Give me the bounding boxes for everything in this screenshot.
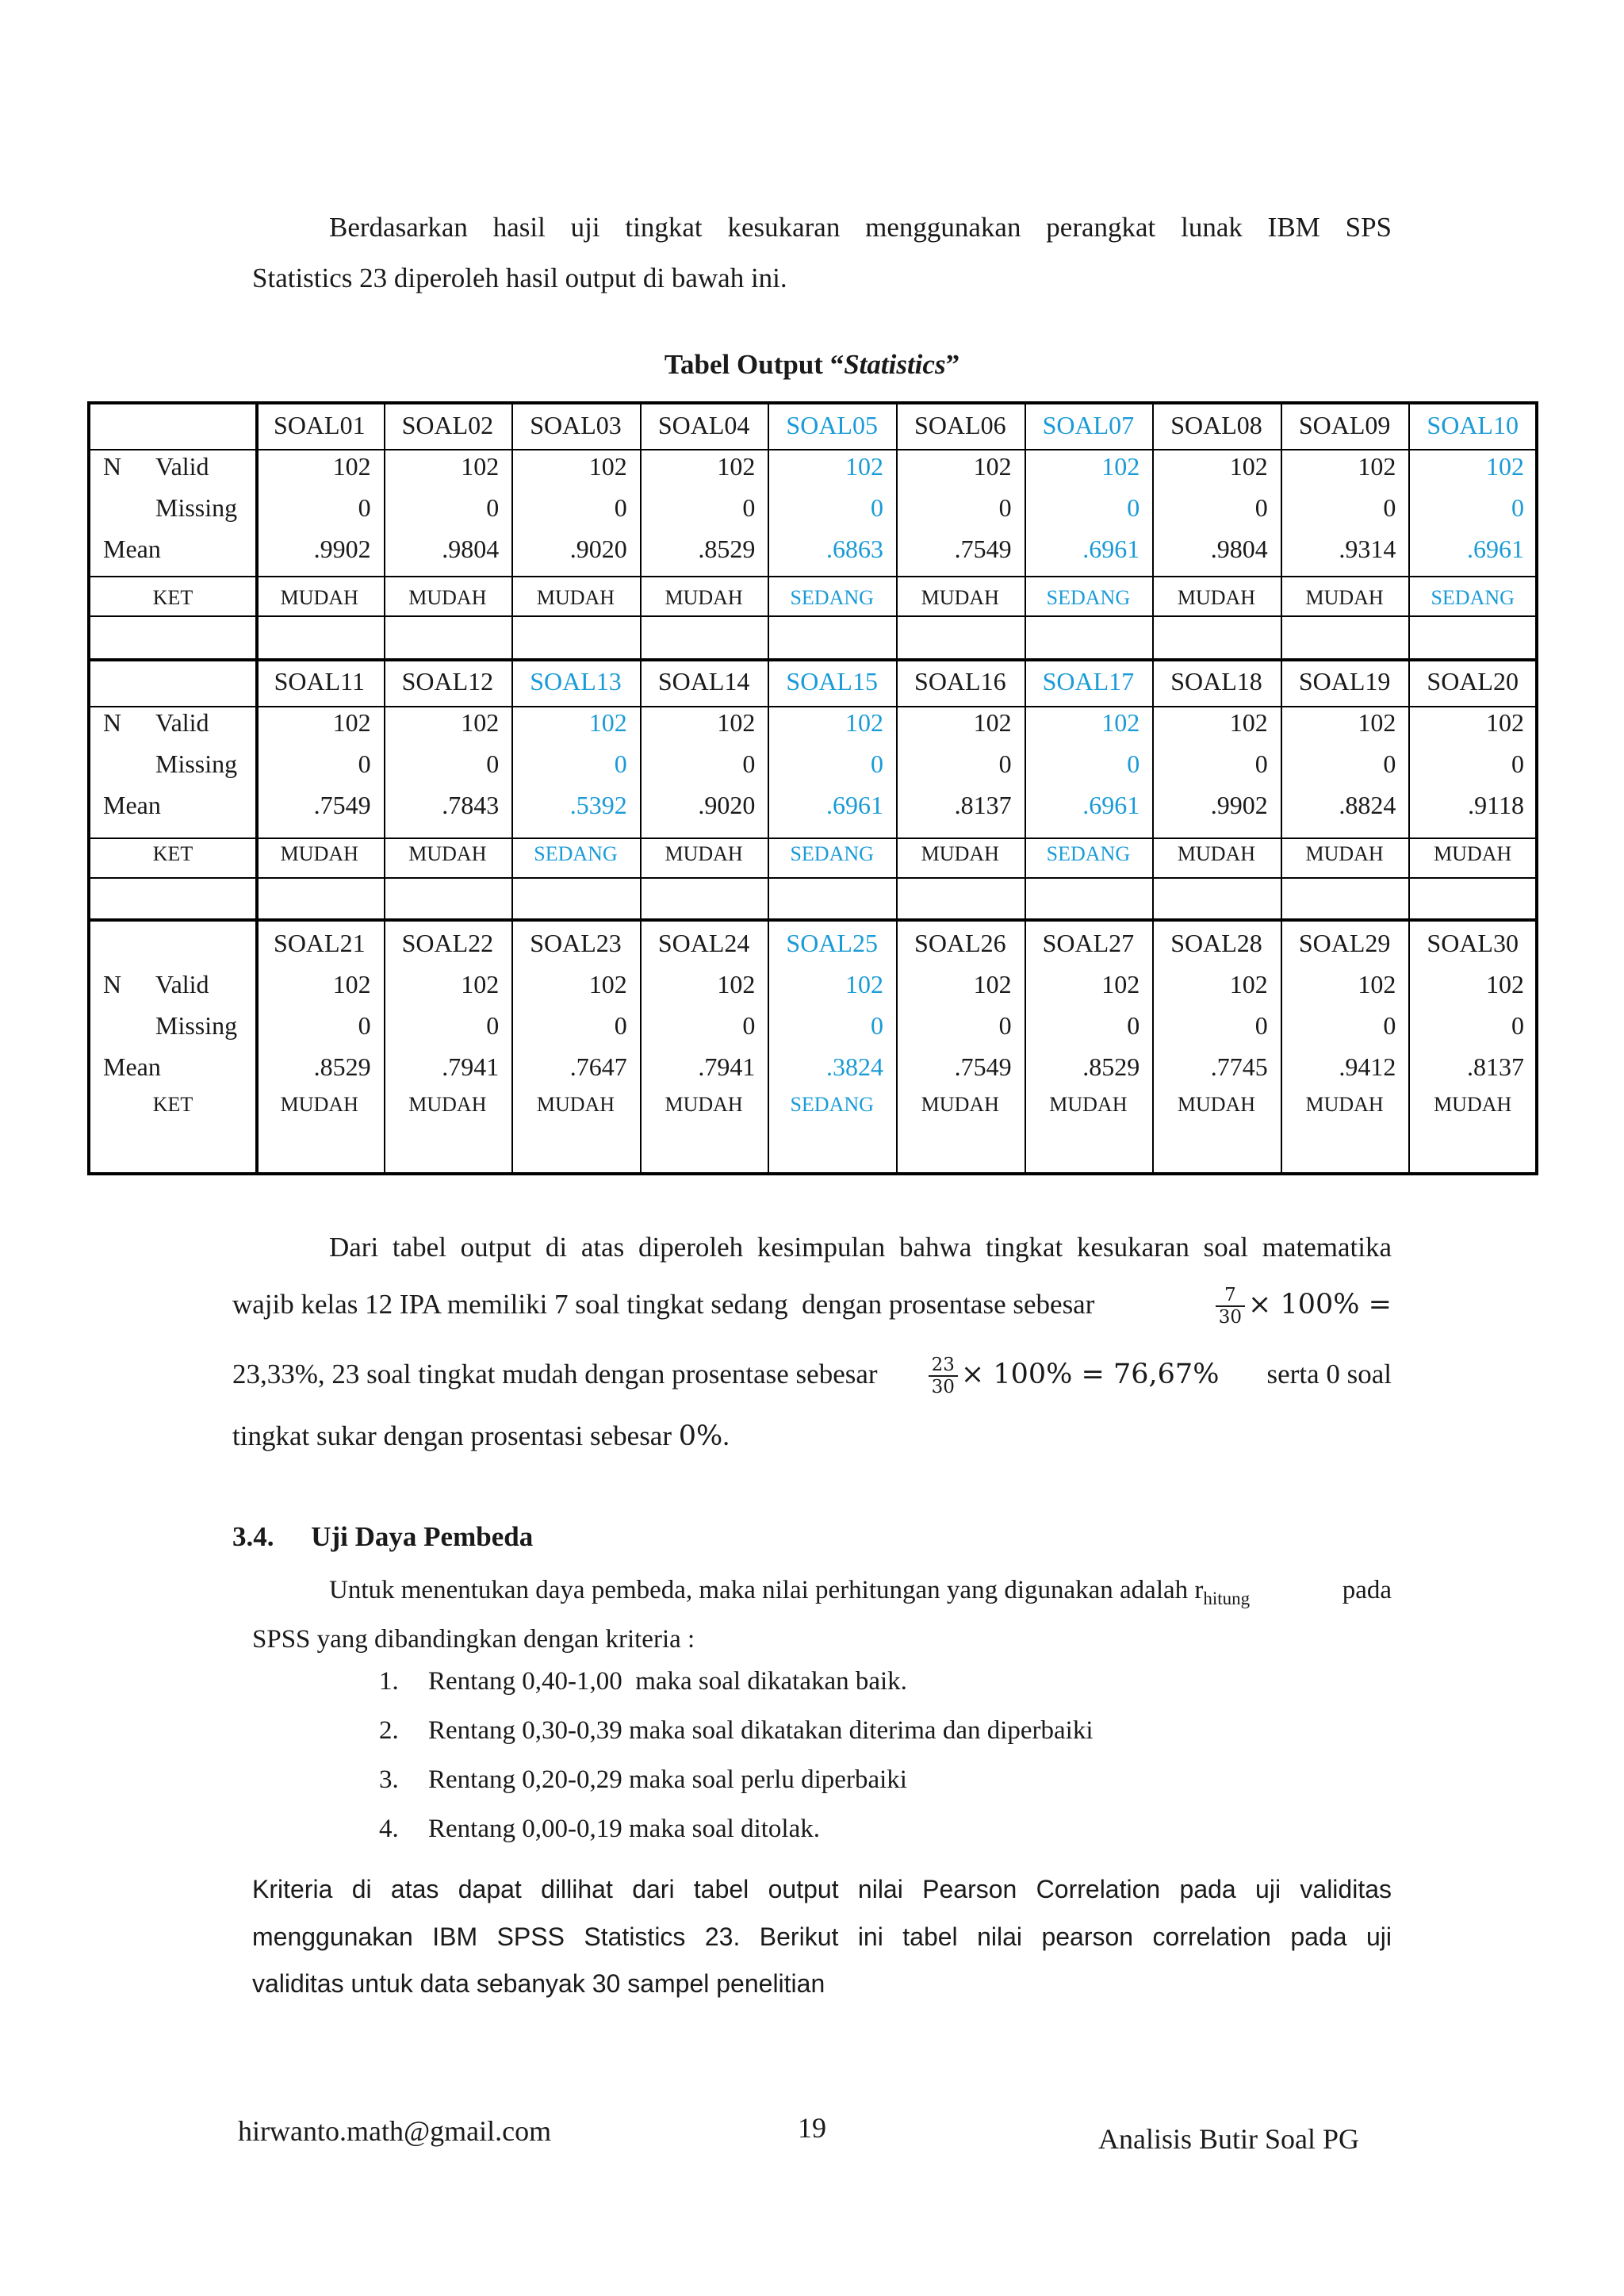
soal-header: SOAL07 — [1042, 411, 1135, 439]
cell-ket: MUDAH — [280, 842, 358, 865]
cell-ket: SEDANG — [1046, 842, 1131, 865]
row-label-valid: Valid — [155, 970, 209, 999]
criteria-number: 2. — [379, 1716, 399, 1745]
conclusion-line-4-text: tingkat sukar dengan prosentasi sebesar — [232, 1420, 672, 1451]
cell-valid: 102 — [1101, 452, 1140, 481]
cell-ket: MUDAH — [1305, 586, 1384, 609]
cell-mean: .8529 — [313, 1052, 371, 1081]
soal-header: SOAL29 — [1298, 929, 1391, 957]
row-label-ket: KET — [152, 586, 193, 609]
footer-email: hirwanto.math@gmail.com — [238, 2115, 552, 2147]
cell-missing: 0 — [614, 749, 627, 778]
cell-mean: .9804 — [442, 535, 500, 563]
cell-valid: 102 — [717, 708, 756, 737]
cell-ket: MUDAH — [1434, 1093, 1512, 1116]
criteria-text: Rentang 0,40-1,00 maka soal dikatakan baik. — [428, 1667, 907, 1696]
cell-mean: .9902 — [1210, 791, 1268, 819]
cell-valid: 102 — [845, 452, 883, 481]
cell-mean: .6961 — [1082, 535, 1140, 563]
cell-ket: MUDAH — [280, 586, 358, 609]
cell-mean: .6961 — [1466, 535, 1524, 563]
cell-mean: .9412 — [1339, 1052, 1396, 1081]
table-row-rule — [90, 658, 1535, 661]
soal-header: SOAL18 — [1170, 667, 1262, 696]
soal-header: SOAL15 — [786, 667, 878, 696]
cell-valid: 102 — [461, 708, 500, 737]
cell-missing: 0 — [1254, 749, 1268, 778]
cell-mean: .8137 — [954, 791, 1012, 819]
soal-header: SOAL11 — [274, 667, 365, 696]
row-label-missing: Missing — [155, 749, 238, 778]
cell-mean: .6961 — [825, 791, 883, 819]
row-label-n: N — [103, 708, 122, 737]
criteria-number: 3. — [379, 1765, 399, 1794]
times-100-result: × 100% = 76,67% — [960, 1359, 1220, 1390]
soal-header: SOAL25 — [786, 929, 878, 957]
criteria-item — [379, 1815, 820, 1844]
cell-mean: .9902 — [313, 535, 371, 563]
row-label-mean: Mean — [103, 1052, 161, 1081]
cell-missing: 0 — [614, 493, 627, 522]
cell-mean: .9020 — [569, 535, 627, 563]
soal-header: SOAL09 — [1298, 411, 1391, 439]
row-label-n: N — [103, 970, 122, 999]
cell-valid: 102 — [461, 452, 500, 481]
soal-header: SOAL21 — [274, 929, 366, 957]
table-row-rule — [90, 877, 1535, 879]
cell-valid: 102 — [1358, 452, 1396, 481]
cell-missing: 0 — [1511, 493, 1524, 522]
cell-missing: 0 — [1254, 493, 1268, 522]
cell-valid: 102 — [1101, 970, 1140, 999]
cell-mean: .7941 — [698, 1052, 756, 1081]
soal-header: SOAL03 — [530, 411, 622, 439]
cell-missing: 0 — [998, 493, 1012, 522]
table-row-rule — [90, 838, 1535, 839]
criteria-text: Rentang 0,30-0,39 maka soal dikatakan diterima dan diperbaiki — [428, 1716, 1094, 1745]
cell-ket: MUDAH — [665, 586, 743, 609]
cell-missing: 0 — [742, 1011, 756, 1040]
statistics-table — [87, 401, 1538, 1175]
conclusion-line-4 — [232, 1410, 730, 1462]
cell-valid: 102 — [588, 452, 627, 481]
cell-missing: 0 — [1127, 1011, 1140, 1040]
table-caption — [0, 349, 1624, 381]
soal-header: SOAL20 — [1427, 667, 1519, 696]
cell-ket: SEDANG — [1046, 586, 1131, 609]
cell-ket: MUDAH — [408, 586, 487, 609]
cell-valid: 102 — [717, 452, 756, 481]
section-para-1-line-2: SPSS yang dibandingkan dengan kriteria : — [252, 1625, 695, 1654]
conclusion-line-2 — [232, 1278, 1392, 1331]
cell-mean: .6961 — [1082, 791, 1140, 819]
cell-valid: 102 — [1229, 708, 1268, 737]
intro-line-2: Statistics 23 diperoleh hasil output di bawah ini. — [252, 263, 787, 293]
conclusion-line-3-start: 23,33%, 23 soal tingkat mudah dengan prosentase sebesar — [232, 1359, 878, 1389]
cell-mean: .9118 — [1468, 791, 1524, 819]
cell-ket: MUDAH — [921, 586, 999, 609]
cell-mean: .8529 — [698, 535, 756, 563]
criteria-item — [379, 1765, 907, 1795]
cell-missing: 0 — [486, 1011, 500, 1040]
cell-ket: MUDAH — [536, 1093, 615, 1116]
soal-header: SOAL28 — [1170, 929, 1262, 957]
fraction-numerator: 7 — [1216, 1285, 1245, 1307]
r-hitung-subscript: hitung — [1203, 1589, 1251, 1608]
cell-valid: 102 — [1485, 970, 1524, 999]
cell-missing: 0 — [486, 493, 500, 522]
cell-missing: 0 — [1383, 749, 1396, 778]
cell-missing: 0 — [998, 749, 1012, 778]
cell-ket: SEDANG — [790, 586, 874, 609]
cell-mean: .9020 — [698, 791, 756, 819]
cell-ket: MUDAH — [1049, 1093, 1128, 1116]
cell-missing: 0 — [1254, 1011, 1268, 1040]
row-label-n: N — [103, 452, 122, 481]
cell-missing: 0 — [1511, 749, 1524, 778]
row-label-ket: KET — [152, 1093, 193, 1116]
cell-valid: 102 — [1485, 708, 1524, 737]
conclusion-line-2-text: wajib kelas 12 IPA memiliki 7 soal tingkat sedang dengan prosentase sebesar — [232, 1289, 1095, 1320]
section-para-2-line-2: menggunakan IBM SPSS Statistics 23. Berikut ini tabel nilai pearson correlation pada uji — [252, 1922, 1392, 1951]
cell-mean: .7843 — [442, 791, 500, 819]
cell-mean: .7647 — [569, 1052, 627, 1081]
section-para-2-line-3: validitas untuk data sebanyak 30 sampel penelitian — [252, 1969, 825, 1998]
table-row-rule — [90, 918, 1535, 922]
conclusion-line-2-math — [1212, 1278, 1392, 1331]
soal-header: SOAL22 — [401, 929, 494, 957]
table-row-rule — [90, 576, 1535, 577]
row-label-mean: Mean — [103, 535, 161, 563]
soal-header: SOAL04 — [657, 411, 750, 439]
soal-header: SOAL08 — [1170, 411, 1262, 439]
cell-mean: .9804 — [1210, 535, 1268, 563]
cell-missing: 0 — [614, 1011, 627, 1040]
cell-ket: MUDAH — [921, 1093, 999, 1116]
cell-ket: SEDANG — [790, 842, 874, 865]
cell-valid: 102 — [1229, 970, 1268, 999]
cell-mean: .6863 — [825, 535, 883, 563]
cell-valid: 102 — [461, 970, 500, 999]
cell-valid: 102 — [1358, 970, 1396, 999]
soal-header: SOAL30 — [1427, 929, 1519, 957]
cell-mean: .9314 — [1339, 535, 1396, 563]
cell-mean: .3824 — [825, 1052, 883, 1081]
cell-mean: .8137 — [1466, 1052, 1524, 1081]
row-label-ket: KET — [152, 842, 193, 865]
cell-ket: MUDAH — [921, 842, 999, 865]
fraction-numerator: 23 — [929, 1355, 958, 1377]
section-para-1-line-1 — [329, 1569, 1392, 1620]
cell-ket: MUDAH — [1305, 1093, 1384, 1116]
soal-header: SOAL05 — [786, 411, 878, 439]
cell-valid: 102 — [1485, 452, 1524, 481]
section-para-2-line-1: Kriteria di atas dapat dillihat dari tabel output nilai Pearson Correlation pada uji validitas — [252, 1875, 1392, 1903]
row-label-mean: Mean — [103, 791, 161, 819]
cell-valid: 102 — [973, 708, 1012, 737]
cell-missing: 0 — [1127, 749, 1140, 778]
footer-page-number: 19 — [798, 2112, 826, 2144]
criteria-text: Rentang 0,00-0,19 maka soal ditolak. — [428, 1815, 820, 1843]
criteria-text: Rentang 0,20-0,29 maka soal perlu diperbaiki — [428, 1765, 907, 1794]
row-label-valid: Valid — [155, 452, 209, 481]
row-label-missing: Missing — [155, 1011, 238, 1040]
footer-title: Analisis Butir Soal PG — [1098, 2123, 1360, 2155]
cell-ket: MUDAH — [1177, 1093, 1256, 1116]
cell-valid: 102 — [1229, 452, 1268, 481]
soal-header: SOAL26 — [914, 929, 1006, 957]
cell-valid: 102 — [973, 970, 1012, 999]
cell-mean: .8529 — [1082, 1052, 1140, 1081]
cell-missing: 0 — [870, 1011, 883, 1040]
table-row-rule — [90, 615, 1535, 617]
cell-valid: 102 — [717, 970, 756, 999]
cell-missing: 0 — [1511, 1011, 1524, 1040]
cell-ket: SEDANG — [1431, 586, 1515, 609]
soal-header: SOAL23 — [530, 929, 622, 957]
conclusion-line-3-end: serta 0 soal — [1266, 1359, 1392, 1389]
section-heading — [232, 1521, 533, 1553]
table-caption-suffix: ” — [945, 349, 960, 380]
cell-ket: MUDAH — [1177, 586, 1256, 609]
cell-ket: MUDAH — [408, 842, 487, 865]
cell-missing: 0 — [1127, 493, 1140, 522]
cell-ket: MUDAH — [1305, 842, 1384, 865]
table-row-rule — [90, 706, 1535, 707]
para1-text — [329, 1569, 1250, 1620]
cell-valid: 102 — [973, 452, 1012, 481]
table-caption-italic: Statistics — [844, 349, 946, 380]
cell-mean: .7549 — [954, 535, 1012, 563]
row-label-missing: Missing — [155, 493, 238, 522]
fraction-23-30 — [929, 1355, 958, 1397]
criteria-number: 4. — [379, 1815, 399, 1843]
cell-missing: 0 — [870, 749, 883, 778]
cell-mean: .7745 — [1210, 1052, 1268, 1081]
cell-missing: 0 — [742, 749, 756, 778]
cell-missing: 0 — [742, 493, 756, 522]
cell-ket: MUDAH — [665, 842, 743, 865]
cell-ket: MUDAH — [280, 1093, 358, 1116]
cell-valid: 102 — [332, 452, 371, 481]
cell-mean: .5392 — [569, 791, 627, 819]
cell-missing: 0 — [486, 749, 500, 778]
section-number: 3.4. — [232, 1521, 274, 1552]
section-title: Uji Daya Pembeda — [311, 1521, 534, 1552]
cell-missing: 0 — [870, 493, 883, 522]
soal-header: SOAL16 — [914, 667, 1006, 696]
fraction-denominator: 30 — [931, 1376, 955, 1397]
para1-end: pada — [1342, 1576, 1392, 1604]
cell-missing: 0 — [358, 493, 371, 522]
fraction-7-30 — [1216, 1285, 1245, 1328]
times-100-equals: × 100% = — [1248, 1289, 1392, 1320]
soal-header: SOAL02 — [401, 411, 494, 439]
cell-valid: 102 — [588, 708, 627, 737]
cell-missing: 0 — [358, 749, 371, 778]
cell-mean: .8824 — [1339, 791, 1396, 819]
cell-valid: 102 — [588, 970, 627, 999]
cell-ket: SEDANG — [534, 842, 618, 865]
cell-valid: 102 — [1101, 708, 1140, 737]
cell-mean: .7549 — [954, 1052, 1012, 1081]
para1-start: Untuk menentukan daya pembeda, maka nilai perhitungan yang digunakan adalah r — [329, 1576, 1204, 1604]
row-label-valid: Valid — [155, 708, 209, 737]
soal-header: SOAL13 — [530, 667, 622, 696]
soal-header: SOAL19 — [1298, 667, 1391, 696]
cell-ket: MUDAH — [408, 1093, 487, 1116]
soal-header: SOAL14 — [657, 667, 750, 696]
cell-ket: MUDAH — [1434, 842, 1512, 865]
cell-valid: 102 — [332, 708, 371, 737]
table-row-rule — [90, 449, 1535, 450]
cell-valid: 102 — [845, 708, 883, 737]
cell-missing: 0 — [1383, 1011, 1396, 1040]
cell-ket: SEDANG — [790, 1093, 874, 1116]
criteria-item — [379, 1667, 907, 1696]
intro-line-1: Berdasarkan hasil uji tingkat kesukaran menggunakan perangkat lunak IBM SPS — [329, 212, 1392, 243]
criteria-number: 1. — [379, 1667, 399, 1696]
criteria-item — [379, 1716, 1094, 1746]
cell-missing: 0 — [1383, 493, 1396, 522]
fraction-denominator: 30 — [1218, 1306, 1243, 1328]
cell-valid: 102 — [845, 970, 883, 999]
cell-valid: 102 — [1358, 708, 1396, 737]
cell-valid: 102 — [332, 970, 371, 999]
soal-header: SOAL06 — [914, 411, 1006, 439]
conclusion-line-3 — [232, 1348, 1392, 1401]
cell-ket: MUDAH — [536, 586, 615, 609]
conclusion-line-1: Dari tabel output di atas diperoleh kesimpulan bahwa tingkat kesukaran soal matematika — [329, 1232, 1392, 1263]
soal-header: SOAL12 — [401, 667, 494, 696]
soal-header: SOAL24 — [657, 929, 750, 957]
soal-header: SOAL17 — [1042, 667, 1135, 696]
conclusion-line-4-end: . — [722, 1420, 730, 1451]
cell-mean: .7941 — [442, 1052, 500, 1081]
cell-mean: .7549 — [313, 791, 371, 819]
cell-missing: 0 — [358, 1011, 371, 1040]
cell-ket: MUDAH — [1177, 842, 1256, 865]
table-caption-prefix: Tabel Output “ — [664, 349, 845, 380]
soal-header: SOAL27 — [1042, 929, 1135, 957]
soal-header: SOAL01 — [274, 411, 366, 439]
cell-ket: MUDAH — [665, 1093, 743, 1116]
soal-header: SOAL10 — [1427, 411, 1519, 439]
conclusion-line-4-math: 0% — [678, 1420, 723, 1452]
conclusion-line-3-math — [925, 1348, 1220, 1401]
cell-missing: 0 — [998, 1011, 1012, 1040]
